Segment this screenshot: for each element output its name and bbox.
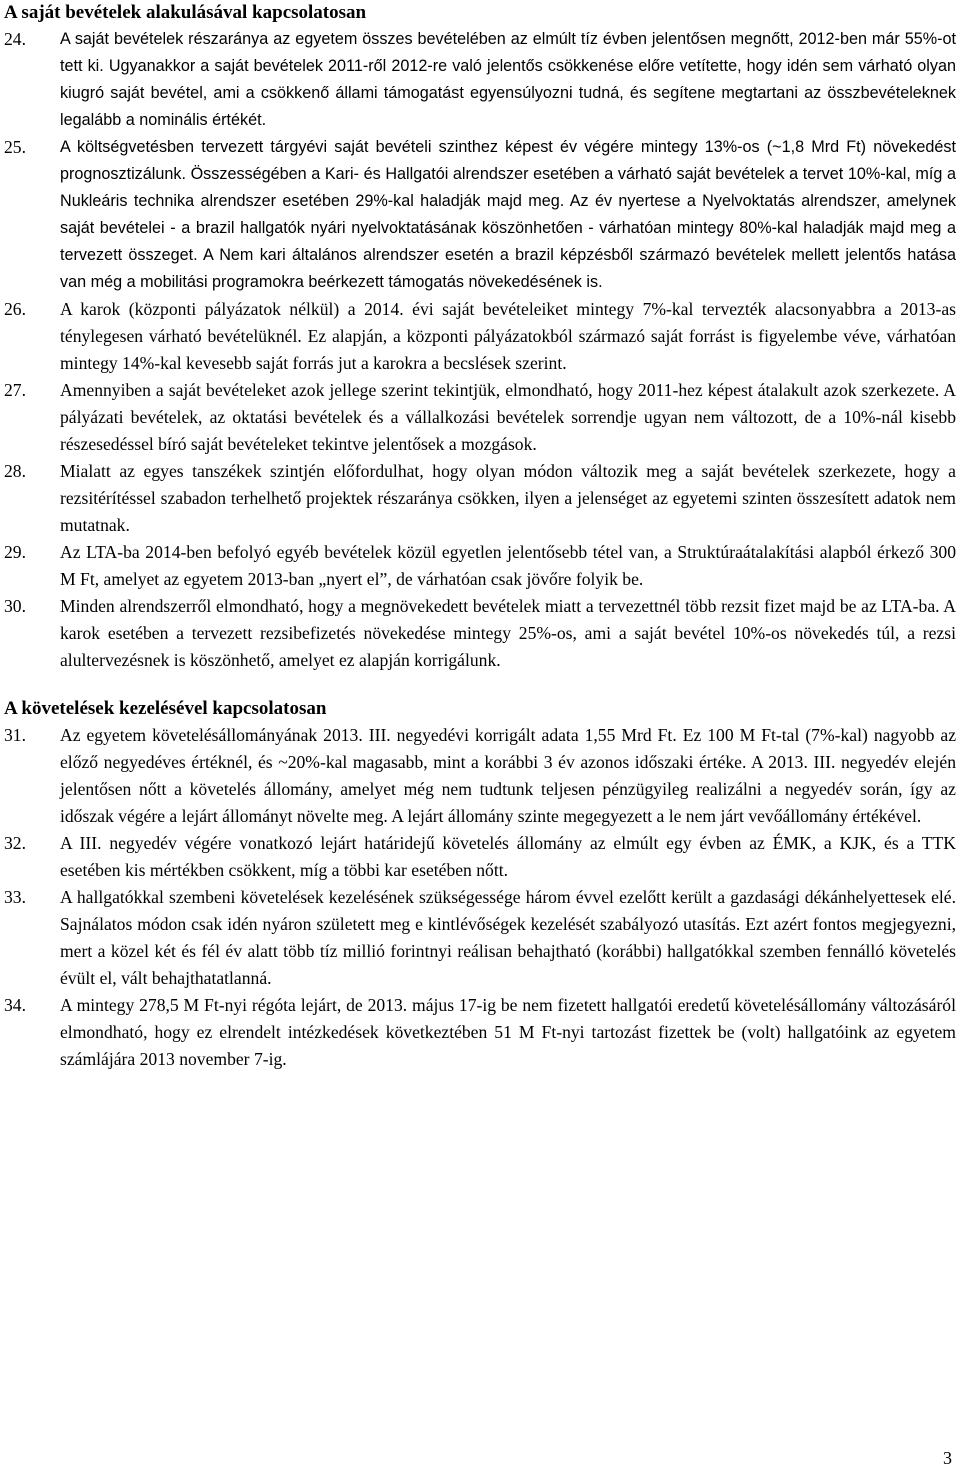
paragraph-number: 34. bbox=[4, 995, 26, 1015]
paragraph-text: A saját bevételek részaránya az egyetem összes bevételében az elmúlt tíz évben jelentősen megnőtt, 2012-ben már 55%-ot tett ki. Ugyanakkor a saját bevételek 2011-ről 2012-re való jelentős csökkenése előre vetítette, hogy idén sem várható olyan kiugró saját bevétel, ami a csökkenő állami támogatást egyensúlyozni tudná, és segítene megtartani az összbevételeknek legalább a nominális értékét. bbox=[60, 30, 956, 129]
paragraph-number: 28. bbox=[4, 461, 26, 481]
paragraph-text: Az egyetem követelésállományának 2013. III. negyedévi korrigált adata 1,55 Mrd Ft. Ez 100 M Ft-tal (7%-kal) nagyobb az előző negyedéves értéknél, és ~20%-kal magasabb, mint a korábbi 3 év azonos időszaki értéke. A 2013. III. negyedév elején jelentősen nőtt a követelés állomány, amelyet még nem tudtunk teljesen pénzügyileg realizálni a negyedév során, így az időszak végére a lejárt állományt növelte meg. A lejárt állomány szinte megegyezett a le nem járt vevőállomány értékével. bbox=[60, 725, 956, 826]
paragraph-text: A karok (központi pályázatok nélkül) a 2014. évi saját bevételeiket mintegy 7%-kal tervezték alacsonyabbra a 2013-as ténylegesen várható bevételüknél. Ez alapján, a központi pályázatokból származó saját forrást is figyelembe véve, várhatóan mintegy 14%-kal kevesebb saját forrás jut a karokra a becslések szerint. bbox=[60, 299, 956, 373]
section-receivables bbox=[4, 696, 956, 1073]
paragraph-item-30 bbox=[4, 593, 956, 674]
paragraph-list bbox=[4, 26, 956, 674]
paragraph-item-34 bbox=[4, 992, 956, 1073]
paragraph-number: 32. bbox=[4, 833, 26, 853]
paragraph-number: 26. bbox=[4, 299, 26, 319]
paragraph-number: 24. bbox=[4, 29, 26, 49]
paragraph-number: 27. bbox=[4, 380, 26, 400]
section-heading: A saját bevételek alakulásával kapcsolatosan bbox=[4, 2, 367, 23]
section-own-revenue bbox=[4, 0, 956, 674]
paragraph-text: Amennyiben a saját bevételeket azok jellege szerint tekintjük, elmondható, hogy 2011-hez képest átalakult azok szerkezete. A pályázati bevételek, az oktatási bevételek és a vállalkozási bevételek sorrendje ugyan nem változott, de a 10%-nál kisebb részesedéssel bíró saját bevételeket tekintve jelentősek a mozgások. bbox=[60, 380, 956, 454]
paragraph-text: A mintegy 278,5 M Ft-nyi régóta lejárt, de 2013. május 17-ig be nem fizetett hallgatói eredetű követelésállomány változásáról elmondható, hogy ez elrendelt intézkedések következtében 51 M Ft-nyi tartozást fizettek be (volt) hallgatóink az egyetem számlájára 2013 november 7-ig. bbox=[60, 995, 956, 1069]
paragraph-text: A III. negyedév végére vonatkozó lejárt határidejű követelés állomány az elmúlt egy évben az ÉMK, a KJK, és a TTK esetében kis mértékben csökkent, míg a többi kar esetében nőtt. bbox=[60, 833, 956, 880]
paragraph-item-31 bbox=[4, 722, 956, 830]
paragraph-number: 31. bbox=[4, 725, 26, 745]
page-number: 3 bbox=[943, 1448, 952, 1468]
paragraph-item-33 bbox=[4, 884, 956, 992]
paragraph-text: Az LTA-ba 2014-ben befolyó egyéb bevételek közül egyetlen jelentősebb tétel van, a Struktúraátalakítási alapból érkező 300 M Ft, amelyet az egyetem 2013-ban „nyert el”, de várhatóan csak jövőre folyik be. bbox=[60, 542, 956, 589]
paragraph-item-26 bbox=[4, 296, 956, 377]
paragraph-list bbox=[4, 722, 956, 1073]
paragraph-text: Mialatt az egyes tanszékek szintjén előfordulhat, hogy olyan módon változik meg a saját bevételek szerkezete, hogy a rezsitérítéssel szabadon terhelhető projektek részaránya csökken, ilyen a jelenséget az egyetemi szinten összesített adatok nem mutatnak. bbox=[60, 461, 956, 535]
paragraph-item-27 bbox=[4, 377, 956, 458]
paragraph-text: Minden alrendszerről elmondható, hogy a megnövekedett bevételek miatt a tervezettnél több rezsit fizet majd be az LTA-ba. A karok esetében a tervezett rezsibefizetés növekedése mintegy 25%-os, ami a saját bevétel 10%-os növekedés túl, a rezsi alultervezésnek is köszönhető, amelyet ez alapján korrigálunk. bbox=[60, 596, 956, 670]
paragraph-item-24 bbox=[4, 26, 956, 134]
paragraph-item-28 bbox=[4, 458, 956, 539]
paragraph-number: 30. bbox=[4, 596, 26, 616]
paragraph-number: 29. bbox=[4, 542, 26, 562]
paragraph-item-25 bbox=[4, 134, 956, 296]
section-heading: A követelések kezelésével kapcsolatosan bbox=[4, 698, 327, 719]
paragraph-number: 25. bbox=[4, 137, 26, 157]
paragraph-item-32 bbox=[4, 830, 956, 884]
paragraph-number: 33. bbox=[4, 887, 26, 907]
paragraph-item-29 bbox=[4, 539, 956, 593]
paragraph-text: A költségvetésben tervezett tárgyévi saját bevételi szinthez képest év végére mintegy 13%-os (~1,8 Mrd Ft) növekedést prognosztizálunk. Összességében a Kari- és Hallgatói alrendszer esetében a várható saját bevételek a tervet 10%-kal, míg a Nukleáris technika alrendszer esetében 29%-kal haladják majd meg. Az év nyertese a Nyelvoktatás alrendszer, amelynek saját bevételei - a brazil hallgatók nyári nyelvoktatásának köszönhetően - várhatóan mintegy 80%-kal haladják majd meg a tervezett összeget. A Nem kari általános alrendszer esetén a brazil képzésből származó bevételek mellett jelentős hatása van még a mobilitási programokra beérkezett támogatás növekedésének is. bbox=[60, 138, 956, 291]
paragraph-text: A hallgatókkal szembeni követelések kezelésének szükségessége három évvel ezelőtt került a gazdasági dékánhelyettesek elé. Sajnálatos módon csak idén nyáron született meg e kintlévőségek kezelését szabályozó utasítás. Ezt azért fontos megjegyezni, mert a közel két és fél év alatt több tíz millió forintnyi reálisan behajtható (korábbi) hallgatókkal szemben fennálló követelés évült el, vált behajthatatlanná. bbox=[60, 887, 956, 988]
